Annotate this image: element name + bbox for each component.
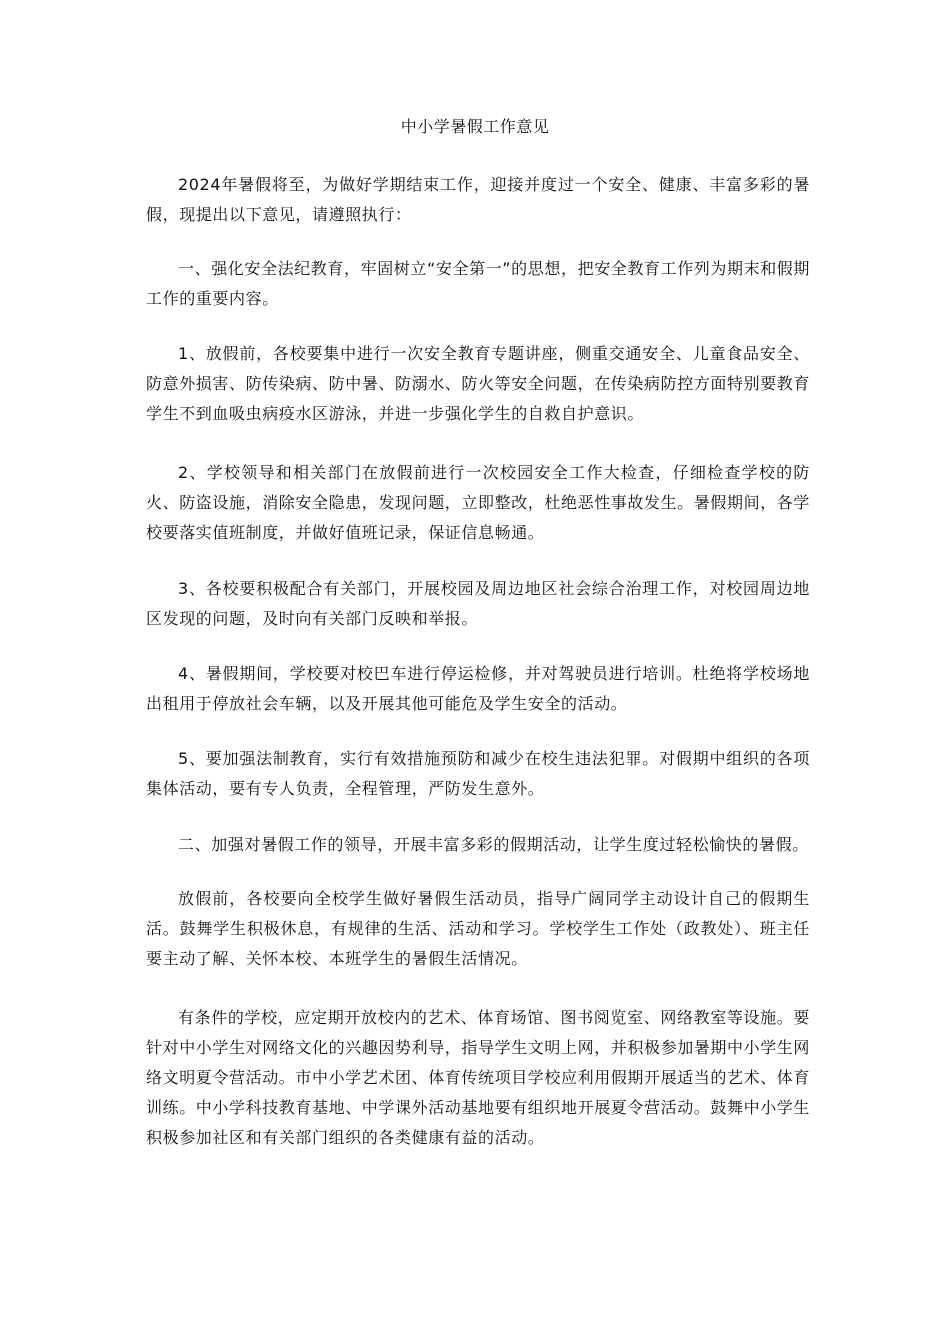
- paragraph-section-2-heading: 二、加强对暑假工作的领导，开展丰富多彩的假期活动，让学生度过轻松愉快的暑假。: [178, 835, 809, 854]
- paragraph-item-4: 4、暑假期间，学校要对校巴车进行停运检修，并对驾驶员进行培训。杜绝将学校场地出租用于停放社会车辆，以及开展其他可能危及学生安全的活动。: [146, 664, 810, 713]
- paragraph-item-1: 1、放假前，各校要集中进行一次安全教育专题讲座，侧重交通安全、儿童食品安全、防意外损害、防传染病、防中暑、防溺水、防火等安全问题，在传染病防控方面特别要教育学生不到血吸虫病疫水区游泳，并进一步强化学生的自救自护意识。: [146, 344, 811, 423]
- paragraph-section-1-heading: 一、强化安全法纪教育，牢固树立“安全第一”的思想，把安全教育工作列为期末和假期工作的重要内容。: [146, 259, 810, 308]
- paragraph-section-2-body-1: 放假前，各校要向全校学生做好暑假生活动员，指导广阔同学主动设计自己的假期生活。鼓舞学生积极休息，有规律的生活、活动和学习。学校学生工作处（政教处）、班主任要主动了解、关怀本校、本班学生的暑假生活情况。: [146, 889, 810, 968]
- document-title: 中小学暑假工作意见: [400, 117, 550, 136]
- paragraph-section-2-body-2: 有条件的学校，应定期开放校内的艺术、体育场馆、图书阅览室、网络教室等设施。要针对中小学生对网络文化的兴趣因势利导，指导学生文明上网，并积极参加暑期中小学生网络文明夏令营活动。市中小学艺术团、体育传统项目学校应利用假期开展适当的艺术、体育训练。中小学科技教育基地、中学课外活动基地要有组织地开展夏令营活动。鼓舞中小学生积极参加社区和有关部门组织的各类健康有益的活动。: [146, 1008, 811, 1147]
- paragraph-intro: 2024年暑假将至，为做好学期结束工作，迎接并度过一个安全、健康、丰富多彩的暑假，现提出以下意见，请遵照执行：: [146, 175, 810, 224]
- paragraph-item-2: 2、学校领导和相关部门在放假前进行一次校园安全工作大检查，仔细检查学校的防火、防盗设施，消除安全隐患，发现问题，立即整改，杜绝恶性事故发生。暑假期间，各学校要落实值班制度，并做好值班记录，保证信息畅通。: [146, 463, 811, 542]
- paragraph-item-5: 5、要加强法制教育，实行有效措施预防和减少在校生违法犯罪。对假期中组织的各项集体活动，要有专人负责，全程管理，严防发生意外。: [146, 749, 810, 798]
- paragraph-item-3: 3、各校要积极配合有关部门，开展校园及周边地区社会综合治理工作，对校园周边地区发现的问题，及时向有关部门反映和举报。: [146, 579, 810, 628]
